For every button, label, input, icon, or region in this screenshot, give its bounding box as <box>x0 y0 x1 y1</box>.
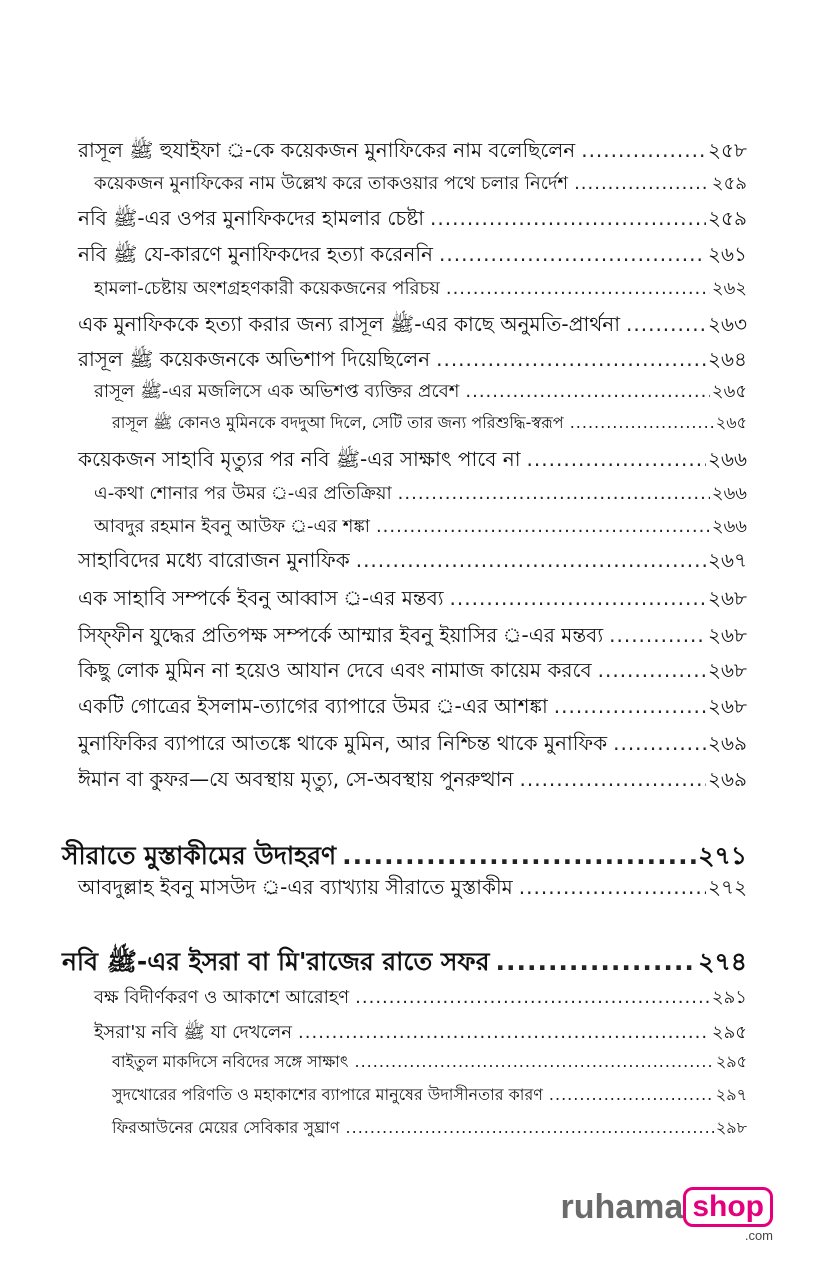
toc-entry <box>78 584 747 617</box>
toc-entry-page: ২৫৯ <box>708 206 747 230</box>
toc-entry <box>94 983 747 1014</box>
toc-entry-page: ২৬৭ <box>707 548 747 572</box>
toc-entry <box>78 656 747 689</box>
dot-leader <box>450 586 706 610</box>
toc-entry-page: ২৬৯ <box>708 767 747 791</box>
logo-domain: .com <box>744 1228 773 1243</box>
logo-shop-box <box>683 1187 773 1243</box>
toc-entry <box>78 445 747 478</box>
toc-entry-title: ফিরআউনের মেয়ের সেবিকার সুঘ্রাণ <box>112 1118 340 1137</box>
dot-leader <box>495 947 696 976</box>
toc-entry-title: আবদুর রহমান ইবনু আউফ ্র-এর শঙ্কা <box>94 516 370 537</box>
toc-chapter-page: ২৭১ <box>698 841 747 870</box>
dot-leader <box>439 242 706 266</box>
toc-entry-title: রাসূল ﷺ-এর মজলিসে এক অভিশপ্ত ব্যক্তির প্রবেশ <box>94 381 460 402</box>
dot-leader <box>527 447 706 471</box>
toc-entry-title: এক মুনাফিককে হত্যা করার জন্য রাসূল ﷺ-এর কাছে অনুমতি-প্রার্থনা <box>78 312 621 336</box>
toc-entry-page: ২৫৯ <box>711 173 747 194</box>
toc-entry <box>112 1082 747 1109</box>
toc-entry <box>78 621 747 654</box>
toc-entry-title: হামলা-চেষ্টায় অংশগ্রহণকারী কয়েকজনের পরিচয় <box>94 278 440 299</box>
toc-chapter-page: ২৭৪ <box>698 947 747 976</box>
toc-entry-page: ২৬৮ <box>708 694 747 718</box>
toc-entry-page: ২৬৫ <box>711 381 747 402</box>
toc-entry-title: নবি ﷺ-এর ওপর মুনাফিকদের হামলার চেষ্টা <box>78 206 425 230</box>
toc-entry <box>112 1049 747 1076</box>
dot-leader <box>598 658 706 682</box>
toc-entry-title: ঈমান বা কুফর—যে অবস্থায় মৃত্যু, সে-অবস্থায় পুনরুত্থান <box>78 767 514 791</box>
dot-leader <box>342 841 696 870</box>
dot-leader <box>436 347 706 371</box>
toc-entry <box>94 377 747 408</box>
toc-entry-title: সিফ্ফীন যুদ্ধের প্রতিপক্ষ সম্পর্কে আম্মার ইবনু ইয়াসির ্র-এর মন্তব্য <box>78 623 604 647</box>
toc-entry-page: ২৬১ <box>708 242 747 266</box>
toc-entry-page: ২৯১ <box>711 987 747 1008</box>
toc-entry-page: ২৬৬ <box>707 447 747 471</box>
dot-leader <box>446 278 710 299</box>
dot-leader <box>549 1085 714 1104</box>
toc-entry-page: ২৯৫ <box>711 1022 747 1043</box>
toc-entry <box>112 410 747 437</box>
toc-entry-page: ২৬৪ <box>708 347 747 371</box>
toc-chapter-title: নবি ﷺ-এর ইসরা বা মি'রাজের রাতে সফর <box>62 947 490 976</box>
toc-entry-title: কিছু লোক মুমিন না হয়েও আযান দেবে এবং নামাজ কায়েম করবে <box>78 658 592 682</box>
toc-entry-title: সাহাবিদের মধ্যে বারোজন মুনাফিক <box>78 548 350 572</box>
toc-entry-title: এ-কথা শোনার পর উমর ্র-এর প্রতিক্রিয়া <box>94 483 392 504</box>
toc-entry <box>78 240 747 273</box>
toc-entry <box>112 1115 747 1142</box>
toc-entry-page: ২৬৮ <box>708 623 747 647</box>
logo-shop: shop <box>683 1187 773 1227</box>
dot-leader <box>570 413 714 432</box>
logo-name: ruhama <box>560 1188 684 1226</box>
toc-entry-title: ইসরা'য় নবি ﷺ যা দেখলেন <box>94 1022 293 1043</box>
toc-entry-page: ২৬৮ <box>708 586 747 610</box>
toc-entry-title: কয়েকজন সাহাবি মৃত্যুর পর নবি ﷺ-এর সাক্ষাৎ পাবে না <box>78 447 521 471</box>
toc-entry-page: ২৫৮ <box>708 138 747 162</box>
dot-leader <box>355 987 710 1008</box>
toc-entry <box>94 274 747 305</box>
toc-entry-title: একটি গোত্রের ইসলাম-ত্যাগের ব্যাপারে উমর ্র-এর আশঙ্কা <box>78 694 548 718</box>
dot-leader <box>520 767 707 791</box>
toc-entry-title: রাসূল ﷺ কোনও মুমিনকে বদদুআ দিলে, সেটি তার জন্য পরিশুদ্ধি-স্বরূপ <box>112 413 564 432</box>
toc-entry <box>78 729 747 762</box>
toc-entry-page: ২৬৬ <box>711 516 747 537</box>
toc-entry <box>94 1018 747 1049</box>
toc-entry <box>94 512 747 543</box>
toc-entry <box>78 546 747 579</box>
toc-entry-title: রাসূল ﷺ কয়েকজনকে অভিশাপ দিয়েছিলেন <box>78 347 431 371</box>
toc-entry <box>78 136 747 169</box>
toc-chapter-title: সীরাতে মুস্তাকীমের উদাহরণ <box>62 841 337 870</box>
toc-entry-page: ২৬৮ <box>708 658 747 682</box>
dot-leader <box>376 516 710 537</box>
toc-entry <box>78 692 747 725</box>
toc-entry-page: ২৬৯ <box>708 731 747 755</box>
dot-leader <box>554 694 706 718</box>
dot-leader <box>346 1118 714 1137</box>
toc-entry <box>78 204 747 237</box>
toc-entry-title: বাইতুল মাকদিসে নবিদের সঙ্গে সাক্ষাৎ <box>112 1052 349 1071</box>
dot-leader <box>581 138 706 162</box>
dot-leader <box>626 312 706 336</box>
toc-entry-page: ২৯৭ <box>715 1085 747 1104</box>
toc-entry-title: আবদুল্লাহ ইবনু মাসউদ ্র-এর ব্যাখ্যায় সীরাতে মুস্তাকীম <box>78 875 513 899</box>
toc-entry-page: ২৯৮ <box>715 1118 747 1137</box>
dot-leader <box>519 875 706 899</box>
toc-chapter <box>62 942 747 985</box>
dot-leader <box>609 623 706 647</box>
toc-entry <box>78 345 747 378</box>
dot-leader <box>398 483 710 504</box>
toc-entry-title: মুনাফিকির ব্যাপারে আতঙ্কে থাকে মুমিন, আর নিশ্চিন্ত থাকে মুনাফিক <box>78 731 608 755</box>
dot-leader <box>298 1022 710 1043</box>
dot-leader <box>354 1052 713 1071</box>
ruhamashop-logo <box>561 1187 774 1243</box>
toc-entry-page: ২৭২ <box>707 875 747 899</box>
toc-entry-page: ২৬৬ <box>711 483 747 504</box>
dot-leader <box>356 548 706 572</box>
toc-entry <box>94 169 747 200</box>
toc-entry-page: ২৬৩ <box>707 312 747 336</box>
dot-leader <box>430 206 706 230</box>
toc-entry <box>78 765 747 798</box>
toc-entry <box>78 310 747 343</box>
dot-leader <box>574 173 710 194</box>
toc-entry-title: বক্ষ বিদীর্ণকরণ ও আকাশে আরোহণ <box>94 987 350 1008</box>
toc-entry-page: ২৬৫ <box>715 413 747 432</box>
toc-entry-page: ২৬২ <box>711 278 747 299</box>
toc-entry-title: কয়েকজন মুনাফিকের নাম উল্লেখ করে তাকওয়ার পথে চলার নির্দেশ <box>94 173 569 194</box>
toc-entry <box>78 873 747 906</box>
toc-entry-title: রাসূল ﷺ হুযাইফা ্র-কে কয়েকজন মুনাফিকের নাম বলেছিলেন <box>78 138 576 162</box>
toc-entry-page: ২৯৫ <box>715 1052 747 1071</box>
toc-entry-title: এক সাহাবি সম্পর্কে ইবনু আব্বাস ্র-এর মন্তব্য <box>78 586 444 610</box>
dot-leader <box>613 731 706 755</box>
toc-entry-title: সুদখোরের পরিণতি ও মহাকাশের ব্যাপারে মানুষের উদাসীনতার কারণ <box>112 1085 543 1104</box>
toc-entry <box>94 479 747 510</box>
dot-leader <box>465 381 710 402</box>
toc-entry-title: নবি ﷺ যে-কারণে মুনাফিকদের হত্যা করেননি <box>78 242 433 266</box>
